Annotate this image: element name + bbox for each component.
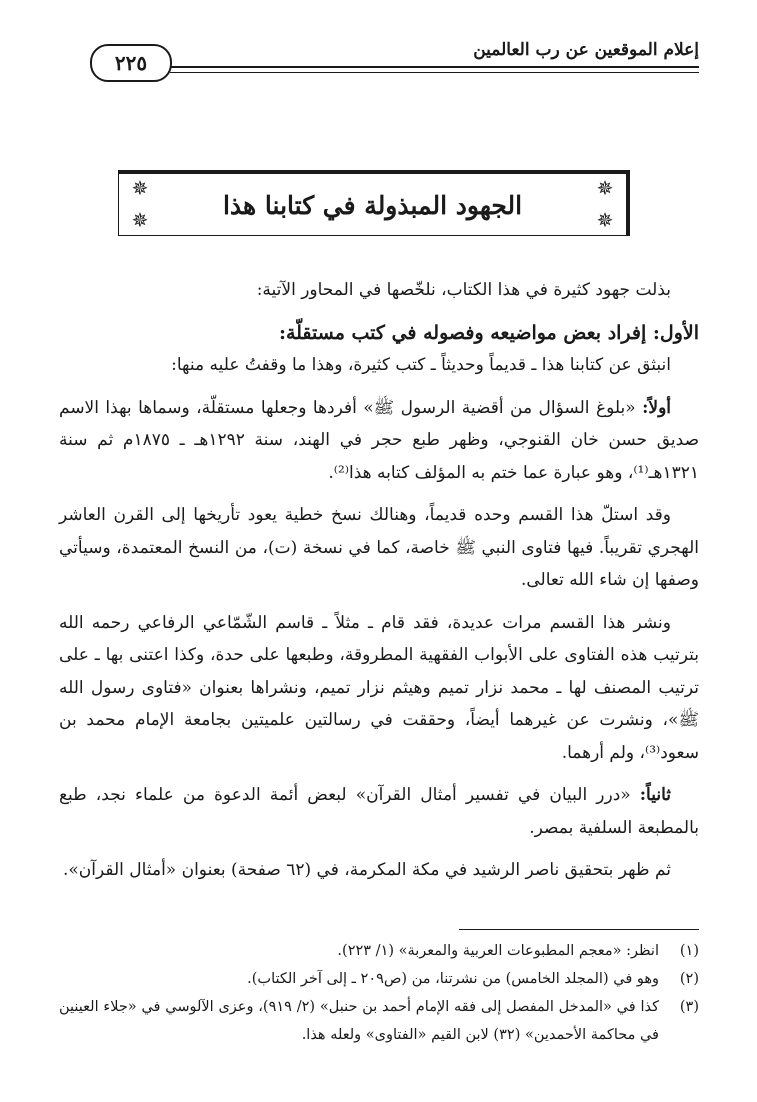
section-title-box	[118, 170, 630, 236]
paragraph: ثم ظهر بتحقيق ناصر الرشيد في مكة المكرمة، في (٦٢ صفحة) بعنوان «أمثال القرآن».	[63, 860, 671, 880]
footnote	[59, 993, 699, 1049]
ornament-star-icon: ✵	[131, 176, 149, 200]
footnote-text: كذا في «المدخل المفصل إلى فقه الإمام أحمد بن حنبل» (٢/ ٩١٩)، وعزى الآلوسي في «جلاء العينين في محاكمة الأحمدين» (٣٢) لابن القيم «الفتاوى» ولعله هذا.	[59, 999, 659, 1043]
paragraph-text: «بلوغ السؤال من أقضية الرسول ﷺ» أفردها وجعلها مستقلّة، وسماها بهذا الاسم صديق حسن خان القنوجي، وظهر طبع حجر في الهند، سنة ١٢٩٢هـ ـ ١٨٧٥م ثم سنة ١٣٢١هـ⁽¹⁾، وهو عبارة عما ختم به المؤلف كتابه هذا⁽²⁾.	[59, 397, 700, 483]
footnote-number: (٢)	[679, 971, 699, 987]
ornament-star-icon: ✵	[596, 208, 614, 232]
paragraph: وقد استلّ هذا القسم وحده قديماً، وهنالك نسخ خطية يعود تأريخها إلى القرن العاشر الهجري تقريباً. فيها فتاوى النبي ﷺ خاصة، كما في نسخة (ت)، من النسخ المعتمدة، وسيأتي وصفها إن شاء الله تعالى.	[59, 505, 699, 590]
body-text	[59, 274, 699, 887]
paragraph: بذلت جهود كثيرة في هذا الكتاب، نلخّصها في المحاور الآتية:	[256, 280, 671, 300]
footnote	[59, 937, 699, 965]
footnote-number: (١)	[679, 943, 699, 959]
paragraph	[59, 392, 699, 490]
footnotes	[59, 937, 699, 1049]
paragraph: ونشر هذا القسم مرات عديدة، فقد قام ـ مثلاً ـ قاسم الشّمّاعي الرفاعي رحمه الله بترتيب هذه الفتاوى على الأبواب الفقهية المطروقة، وطبعها على حدة، وكذا اعتنى بها ـ على ترتيب المصنف لها ـ محمد نزار تميم وهيثم نزار تميم، ونشراها بعنوان «فتاوى رسول الله ﷺ»، ونشرت عن غيرهما أيضاً، وحققت في رسالتين علميتين بجامعة الإمام محمد بن سعود⁽³⁾، ولم أرهما.	[59, 612, 699, 763]
footnote-number: (٣)	[679, 999, 699, 1015]
footnote-text: انظر: «معجم المطبوعات العربية والمعربة» (١/ ٢٢٣).	[337, 943, 659, 959]
ornament-star-icon: ✵	[131, 208, 149, 232]
footnote-rule	[459, 929, 699, 930]
paragraph-lead: أولاً:	[642, 397, 671, 418]
paragraph: انبثق عن كتابنا هذا ـ قديماً وحديثاً ـ كتب كثيرة، وهذا ما وقفتُ عليه منها:	[171, 355, 671, 375]
page-number: ٢٢٥	[90, 44, 172, 82]
paragraph-text: «درر البيان في تفسير أمثال القرآن» لبعض أئمة الدعوة من علماء نجد، طبع بالمطبعة السلفية بمصر.	[59, 785, 699, 838]
footnote-text: وهو في (المجلد الخامس) من نشرتنا، من (ص٢٠٩ ـ إلى آخر الكتاب).	[247, 971, 659, 987]
subheading: الأول: إفراد بعض مواضيعه وفصوله في كتب مستقلّة:	[278, 321, 699, 344]
paragraph	[59, 779, 699, 844]
running-header: إعلام الموقعين عن رب العالمين	[473, 40, 699, 60]
header-rule	[170, 66, 699, 73]
footnote	[59, 965, 699, 993]
section-title: الجهود المبذولة في كتابنا هذا	[222, 190, 523, 220]
paragraph-lead: ثانياً:	[639, 785, 671, 805]
ornament-star-icon: ✵	[596, 176, 614, 200]
